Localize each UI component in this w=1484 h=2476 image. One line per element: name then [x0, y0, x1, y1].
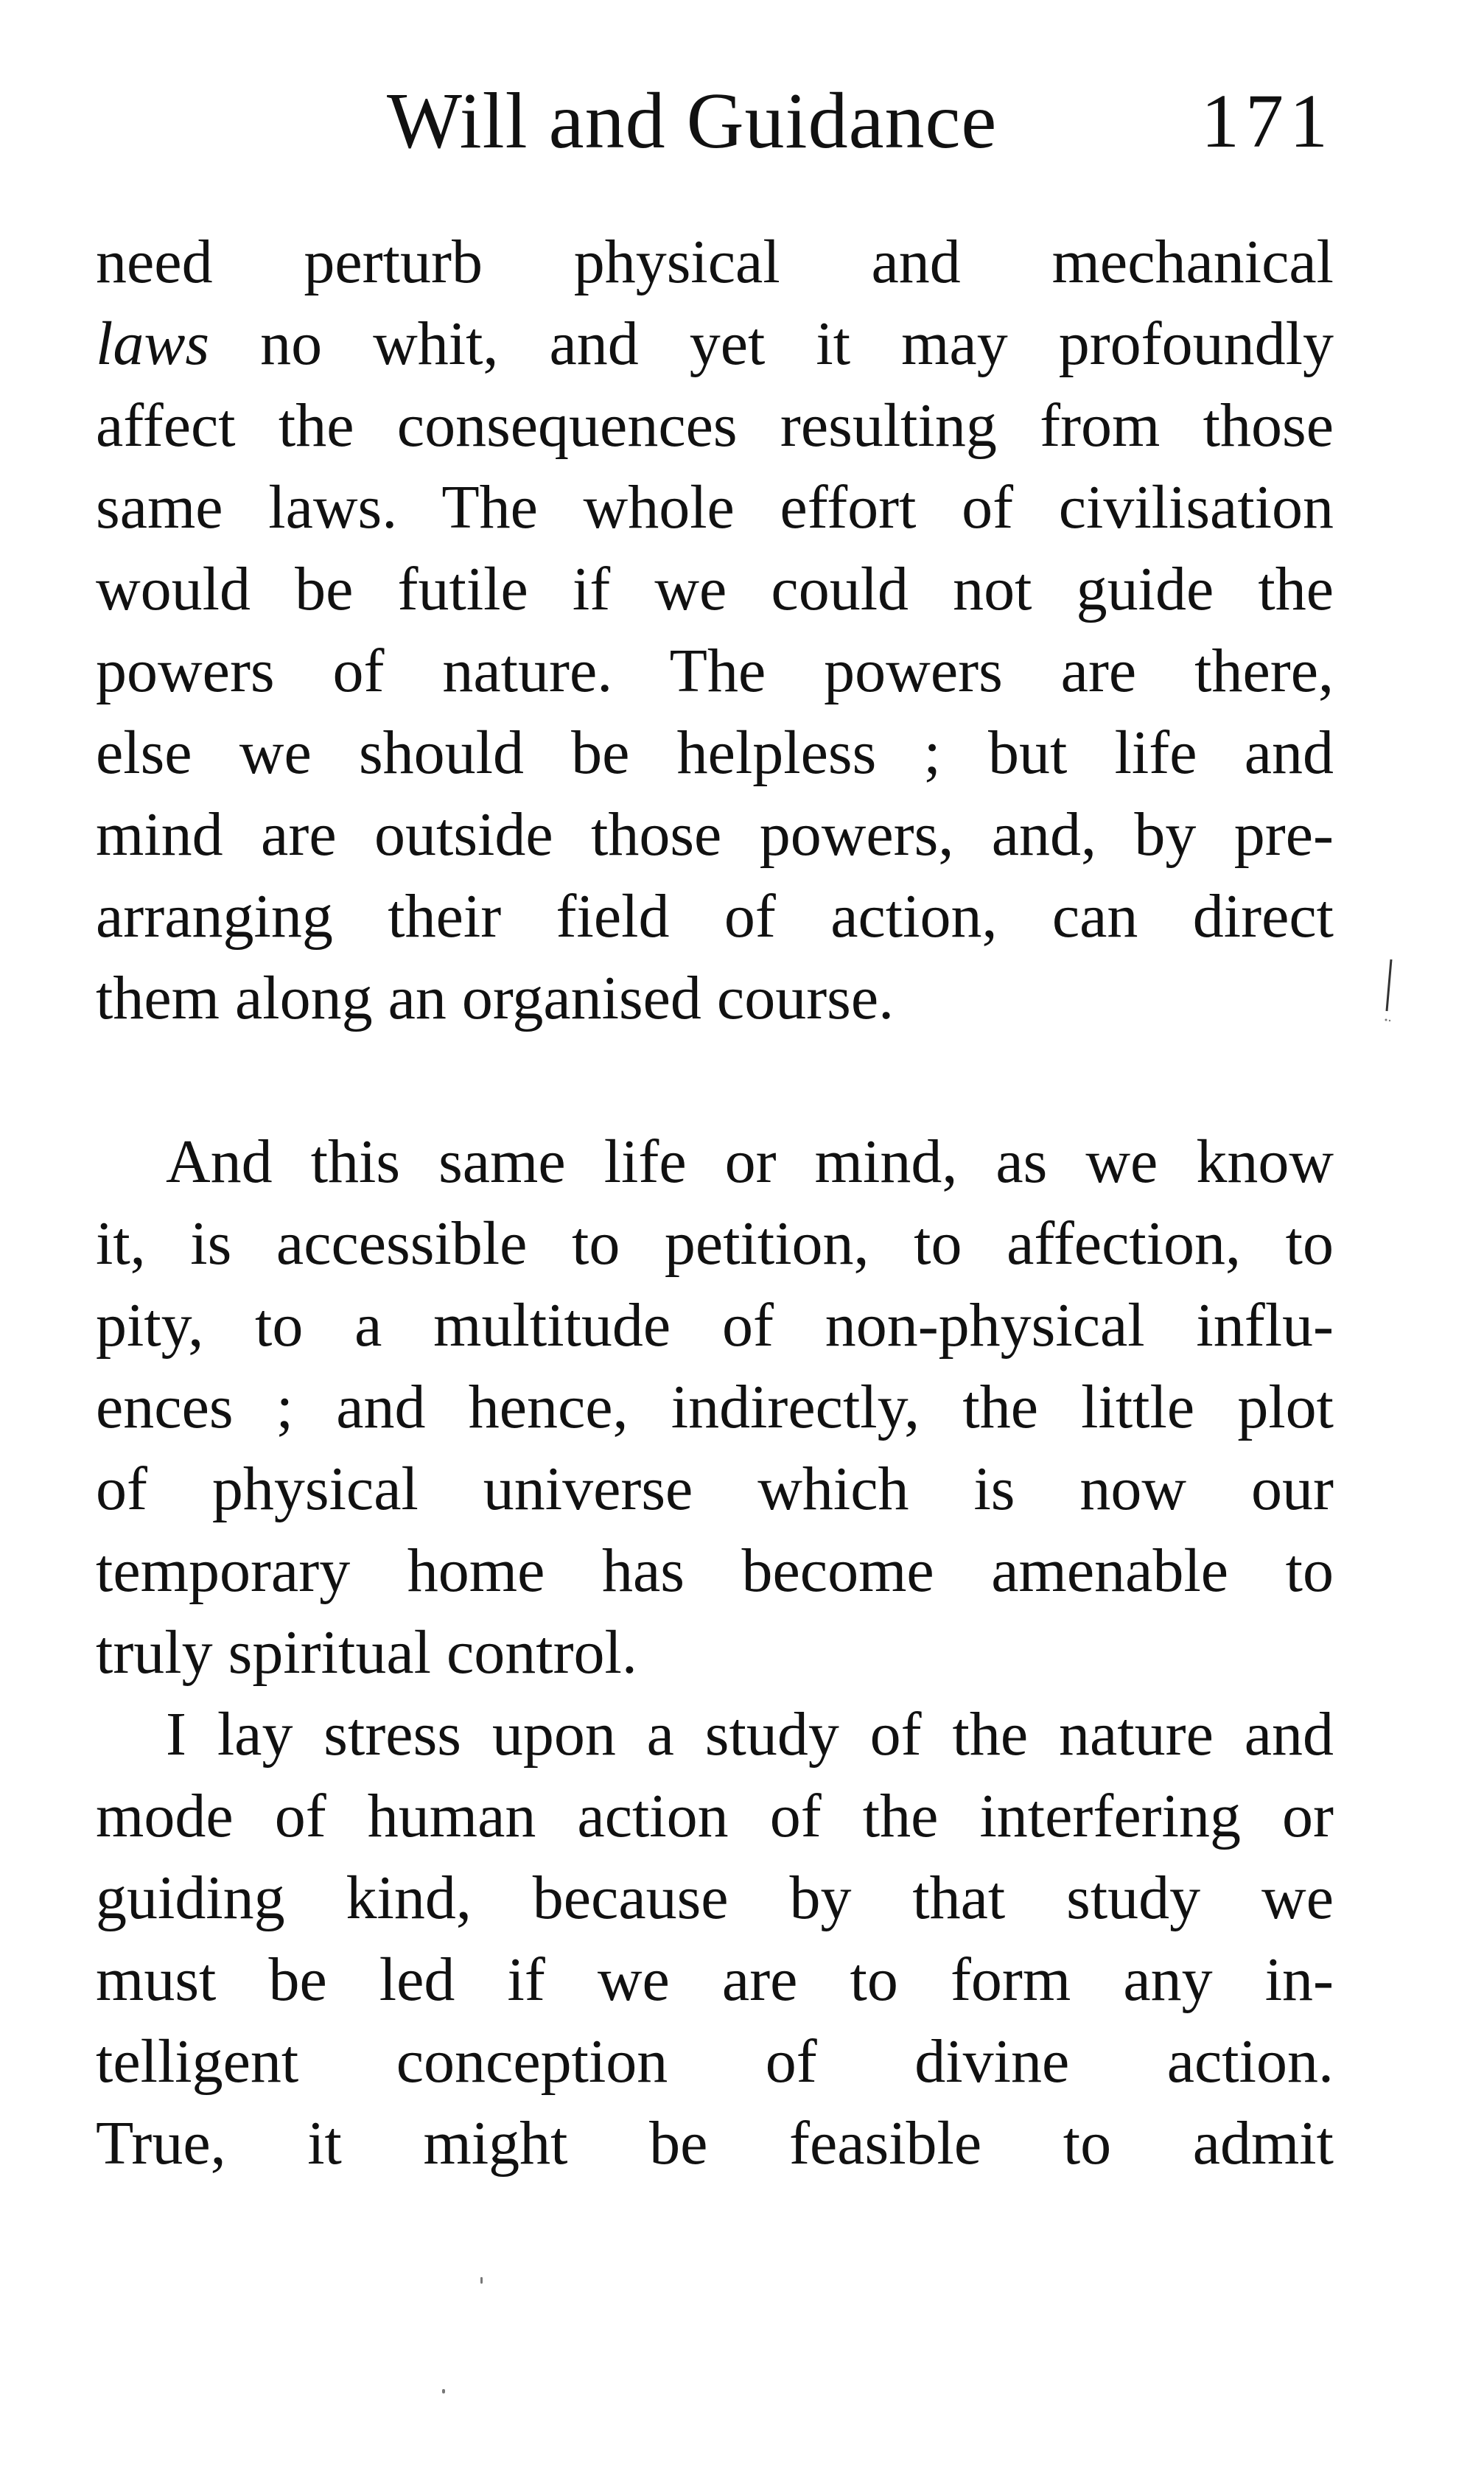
text-line: of physical universe which is now our — [96, 1455, 1334, 1523]
page-number: 171 — [1201, 79, 1334, 164]
text-line: guiding kind, because by that study we — [96, 1864, 1334, 1932]
text-line: truly spiritual control. — [96, 1618, 637, 1687]
paragraph-3 — [96, 1693, 1334, 2184]
text-line: I lay stress upon a study of the nature and — [166, 1700, 1334, 1769]
text-line: temporary home has become amenable to — [96, 1536, 1334, 1605]
text-line: it, is accessible to petition, to affection, to — [96, 1209, 1334, 1278]
text-line: else we should be helpless ; but life and — [96, 718, 1334, 787]
text-line-rest: no whit, and yet it may profoundly — [260, 310, 1334, 378]
text-line: need perturb physical and mechanical — [96, 228, 1334, 296]
text-line: powers of nature. The powers are there, — [96, 637, 1334, 705]
text-line: affect the consequences resulting from those — [96, 391, 1334, 460]
text-line: ences ; and hence, indirectly, the little plot — [96, 1373, 1334, 1441]
text-line — [96, 303, 1334, 385]
body-text — [96, 221, 1334, 2184]
text-line: True, it might be feasible to admit — [96, 2109, 1334, 2178]
text-line: them along an organised course. — [96, 964, 895, 1032]
pencil-mark-icon — [1384, 958, 1394, 1024]
scan-speck — [480, 2277, 483, 2284]
text-line: mind are outside those powers, and, by pre- — [96, 800, 1334, 869]
section-break — [96, 1039, 1334, 1121]
text-line: pity, to a multitude of non-physical influ- — [96, 1291, 1334, 1360]
scan-speck — [442, 2389, 445, 2393]
paragraph-2 — [96, 1121, 1334, 1693]
text-line: And this same life or mind, as we know — [166, 1127, 1334, 1196]
text-line: mode of human action of the interfering or — [96, 1782, 1334, 1850]
text-line: telligent conception of divine action. — [96, 2027, 1334, 2096]
chapter-title: Will and Guidance — [387, 77, 998, 165]
text-line: arranging their field of action, can direct — [96, 882, 1334, 951]
text-line: would be futile if we could not guide the — [96, 555, 1334, 623]
text-line: must be led if we are to form any in- — [96, 1945, 1334, 2014]
italic-word: laws — [96, 310, 210, 378]
running-head — [96, 74, 1334, 169]
paragraph-1 — [96, 221, 1334, 1039]
text-line: same laws. The whole effort of civilisation — [96, 473, 1334, 542]
